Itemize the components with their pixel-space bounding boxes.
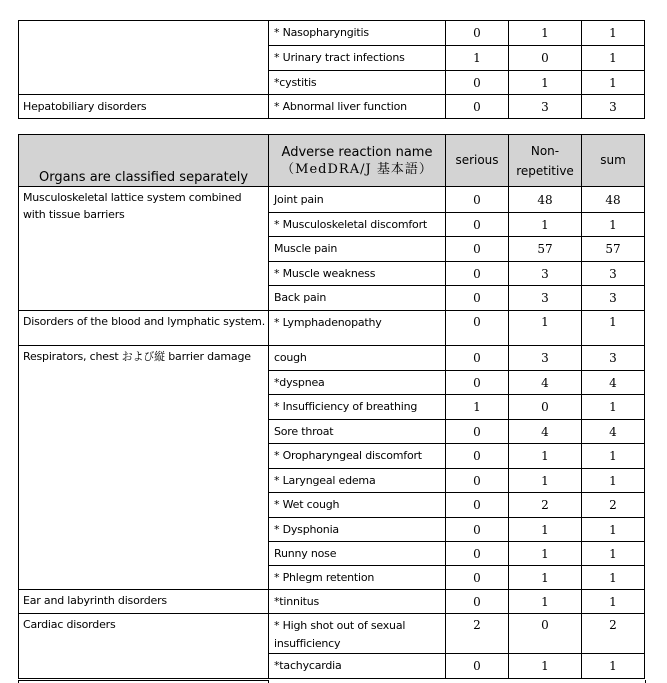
reaction-name-column-header <box>269 135 446 187</box>
non-repetitive-count: 1 <box>509 590 582 614</box>
reaction-name: * Abnormal liver function <box>269 95 446 119</box>
non-repetitive-count: 1 <box>509 21 582 46</box>
reaction-name: *dyspnea <box>269 371 446 395</box>
sum-count: 1 <box>582 46 645 71</box>
organ-cell <box>19 21 269 95</box>
non-repetitive-count: 3 <box>509 346 582 371</box>
table-row <box>19 21 645 46</box>
non-repetitive-count: 0 <box>509 46 582 71</box>
non-repetitive-header-line2: repetitive <box>516 163 574 178</box>
organ-cell: Ear and labyrinth disorders <box>19 590 269 614</box>
serious-count: 0 <box>446 262 509 286</box>
organ-cell: Disorders of the blood and lymphatic system. <box>19 311 269 346</box>
non-repetitive-count: 1 <box>509 213 582 237</box>
reaction-name-header-line2: （MedDRA/J 基本語） <box>281 161 433 177</box>
non-repetitive-count: 4 <box>509 371 582 395</box>
sum-count: 1 <box>582 71 645 95</box>
sum-count: 2 <box>582 614 645 654</box>
table-row <box>19 311 645 346</box>
continuation-table <box>18 20 645 119</box>
non-repetitive-count: 1 <box>509 311 582 346</box>
serious-count: 0 <box>446 469 509 493</box>
non-repetitive-count: 0 <box>509 395 582 420</box>
non-repetitive-count: 3 <box>509 262 582 286</box>
divider <box>19 680 269 681</box>
reaction-name: * Muscle weakness <box>269 262 446 286</box>
serious-column-header: serious <box>446 135 509 187</box>
serious-count: 0 <box>446 493 509 518</box>
sum-count: 48 <box>582 187 645 213</box>
adverse-reactions-table <box>18 134 645 679</box>
reaction-name: Muscle pain <box>269 237 446 262</box>
sum-count: 1 <box>582 444 645 469</box>
non-repetitive-column-header <box>509 135 582 187</box>
reaction-name: * Insufficiency of breathing <box>269 395 446 420</box>
serious-count: 1 <box>446 395 509 420</box>
sum-count: 1 <box>582 654 645 679</box>
reaction-name: * Wet cough <box>269 493 446 518</box>
reaction-name: * Nasopharyngitis <box>269 21 446 46</box>
reaction-name: Back pain <box>269 286 446 311</box>
organ-cell: Respirators, chest および縦 barrier damage <box>19 346 269 590</box>
serious-count: 0 <box>446 654 509 679</box>
non-repetitive-count: 1 <box>509 542 582 566</box>
table-row <box>19 187 645 213</box>
non-repetitive-count: 48 <box>509 187 582 213</box>
sum-count: 1 <box>582 542 645 566</box>
reaction-name: * Laryngeal edema <box>269 469 446 493</box>
reaction-name: *tachycardia <box>269 654 446 679</box>
reaction-name: Sore throat <box>269 420 446 444</box>
reaction-name: * Urinary tract infections <box>269 46 446 71</box>
serious-count: 0 <box>446 346 509 371</box>
sum-count: 57 <box>582 237 645 262</box>
sum-count: 4 <box>582 420 645 444</box>
sum-count: 1 <box>582 518 645 542</box>
table-row <box>19 346 645 371</box>
serious-count: 0 <box>446 542 509 566</box>
serious-count: 0 <box>446 237 509 262</box>
sum-count: 1 <box>582 311 645 346</box>
sum-count: 4 <box>582 371 645 395</box>
sum-count: 1 <box>582 395 645 420</box>
sum-count: 1 <box>582 469 645 493</box>
serious-count: 0 <box>446 566 509 590</box>
reaction-name: * High shot out of sexual insufficiency <box>269 614 446 654</box>
non-repetitive-count: 57 <box>509 237 582 262</box>
serious-count: 0 <box>446 590 509 614</box>
serious-count: 2 <box>446 614 509 654</box>
non-repetitive-count: 1 <box>509 566 582 590</box>
reaction-name: Runny nose <box>269 542 446 566</box>
organ-cell: Hepatobiliary disorders <box>19 95 269 119</box>
reaction-name: cough <box>269 346 446 371</box>
serious-count: 0 <box>446 420 509 444</box>
reaction-name: * Dysphonia <box>269 518 446 542</box>
reaction-name: * Phlegm retention <box>269 566 446 590</box>
non-repetitive-count: 1 <box>509 518 582 542</box>
table-row <box>19 614 645 654</box>
sum-count: 3 <box>582 262 645 286</box>
organ-cell: Musculoskeletal lattice system combined with tissue barriers <box>19 187 269 311</box>
non-repetitive-count: 4 <box>509 420 582 444</box>
non-repetitive-header-line1: Non- <box>530 143 560 158</box>
table-row <box>19 590 645 614</box>
sum-count: 1 <box>582 21 645 46</box>
sum-count: 1 <box>582 566 645 590</box>
sum-count: 3 <box>582 286 645 311</box>
serious-count: 0 <box>446 311 509 346</box>
table-body <box>19 187 645 679</box>
sum-count: 3 <box>582 95 645 119</box>
serious-count: 0 <box>446 213 509 237</box>
reaction-name: * Lymphadenopathy <box>269 311 446 346</box>
reaction-name: *tinnitus <box>269 590 446 614</box>
sum-count: 1 <box>582 213 645 237</box>
serious-count: 0 <box>446 95 509 119</box>
non-repetitive-count: 1 <box>509 71 582 95</box>
serious-count: 0 <box>446 518 509 542</box>
serious-count: 0 <box>446 286 509 311</box>
non-repetitive-count: 3 <box>509 95 582 119</box>
non-repetitive-count: 0 <box>509 614 582 654</box>
reaction-name: * Oropharyngeal discomfort <box>269 444 446 469</box>
serious-count: 0 <box>446 371 509 395</box>
sum-count: 1 <box>582 590 645 614</box>
table-header-row <box>19 135 645 187</box>
non-repetitive-count: 1 <box>509 444 582 469</box>
sum-count: 2 <box>582 493 645 518</box>
organ-column-header: Organs are classified separately <box>19 135 269 187</box>
non-repetitive-count: 2 <box>509 493 582 518</box>
serious-count: 0 <box>446 21 509 46</box>
serious-count: 1 <box>446 46 509 71</box>
serious-count: 0 <box>446 187 509 213</box>
sum-count: 3 <box>582 346 645 371</box>
reaction-name-header-line1: Adverse reaction name <box>281 144 433 160</box>
organ-cell: Cardiac disorders <box>19 614 269 679</box>
non-repetitive-count: 1 <box>509 654 582 679</box>
sum-column-header: sum <box>582 135 645 187</box>
non-repetitive-count: 3 <box>509 286 582 311</box>
reaction-name: Joint pain <box>269 187 446 213</box>
table-row <box>19 95 645 119</box>
serious-count: 0 <box>446 444 509 469</box>
non-repetitive-count: 1 <box>509 469 582 493</box>
reaction-name: * Musculoskeletal discomfort <box>269 213 446 237</box>
reaction-name: *cystitis <box>269 71 446 95</box>
serious-count: 0 <box>446 71 509 95</box>
